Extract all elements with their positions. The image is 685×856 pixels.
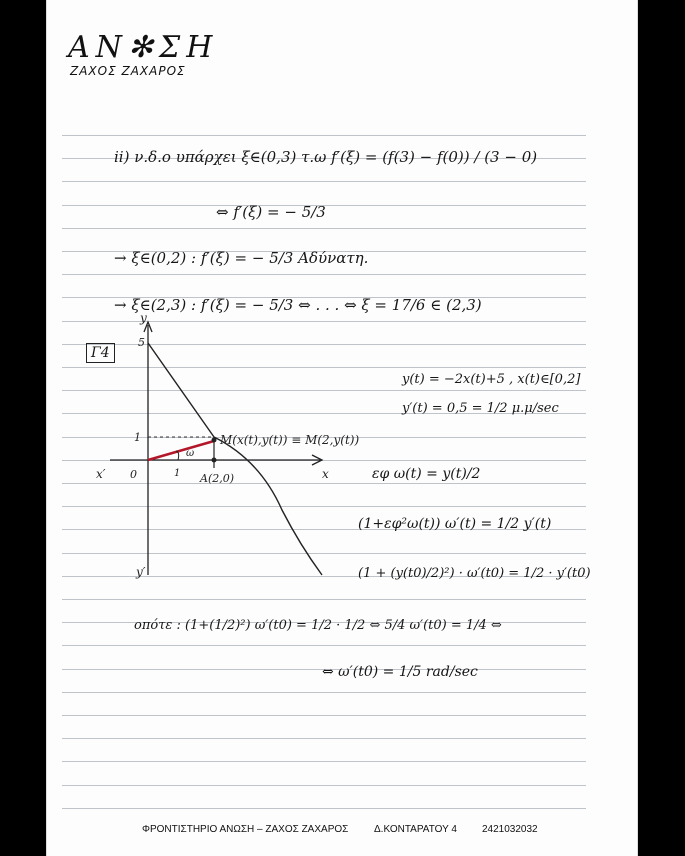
angle-label: ω <box>186 448 195 459</box>
tan-omega: εφ ω(t) = y(t)/2 <box>372 466 481 482</box>
point-a <box>212 458 217 463</box>
footer-phone: 2421032032 <box>482 824 538 835</box>
footer-address: Δ.ΚΟΝΤΑΡΑΤΟΥ 4 <box>374 824 457 835</box>
derivative-2: (1 + (y(t0)/2)²) · ω′(t0) = 1/2 · y′(t0) <box>358 566 591 581</box>
origin-label: 0 <box>130 468 137 481</box>
line-segment <box>148 343 214 437</box>
x-axis-label: x <box>322 467 329 481</box>
equation-1: ⇔ f′(ξ) = − 5/3 <box>216 203 326 221</box>
footer-school: ΦΡΟΝΤΙΣΤΗΡΙΟ ΑΝΩΣΗ – ΖΑΧΟΣ ΖΑΧΑΡΟΣ <box>142 824 349 835</box>
y-axis-label: y <box>140 311 147 325</box>
derivative-1: (1+εφ²ω(t)) ω′(t) = 1/2 y′(t) <box>358 516 552 532</box>
therefore-line: οπότε : (1+(1/2)²) ω′(t0) = 1/2 · 1/2 ⇔ 5/4 ω′(t0) = 1/4 ⇔ <box>134 618 502 633</box>
part-ii-statement: ii) ν.δ.ο υπάρχει ξ∈(0,3) τ.ω f′(ξ) = (f(3) − f(0)) / (3 − 0) <box>114 148 538 166</box>
curve <box>214 437 322 575</box>
case-1: → ξ∈(0,2) : f′(ξ) = − 5/3 Αδύνατη. <box>114 249 369 267</box>
case-2: → ξ∈(2,3) : f′(ξ) = − 5/3 ⇔ . . . ⇔ ξ = 17/6 ∈ (2,3) <box>114 296 482 314</box>
g4-label: Γ4 <box>86 343 115 363</box>
logo-author: ΖΑΧΟΣ ΖΑΧΑΡΟΣ <box>70 64 186 78</box>
logo: ΑΝ✻ΣΗ <box>68 30 219 65</box>
point-a-label: A(2,0) <box>200 472 235 485</box>
result-line: ⇔ ω′(t0) = 1/5 rad/sec <box>322 664 478 680</box>
x-tick-1: 1 <box>174 468 181 479</box>
x-neg-label: x′ <box>96 467 106 481</box>
point-m <box>212 438 217 443</box>
y-neg-label: y′ <box>136 565 146 579</box>
point-m-label: M(x(t),y(t)) ≡ M(2,y(t)) <box>220 433 360 447</box>
y-tick-1: 1 <box>134 431 141 444</box>
om-segment <box>148 441 214 460</box>
y-t-equation: y(t) = −2x(t)+5 , x(t)∈[0,2] <box>402 372 581 387</box>
y-tick-5: 5 <box>138 336 145 349</box>
y-prime-equation: y′(t) = 0,5 = 1/2 μ.μ/sec <box>402 401 559 416</box>
